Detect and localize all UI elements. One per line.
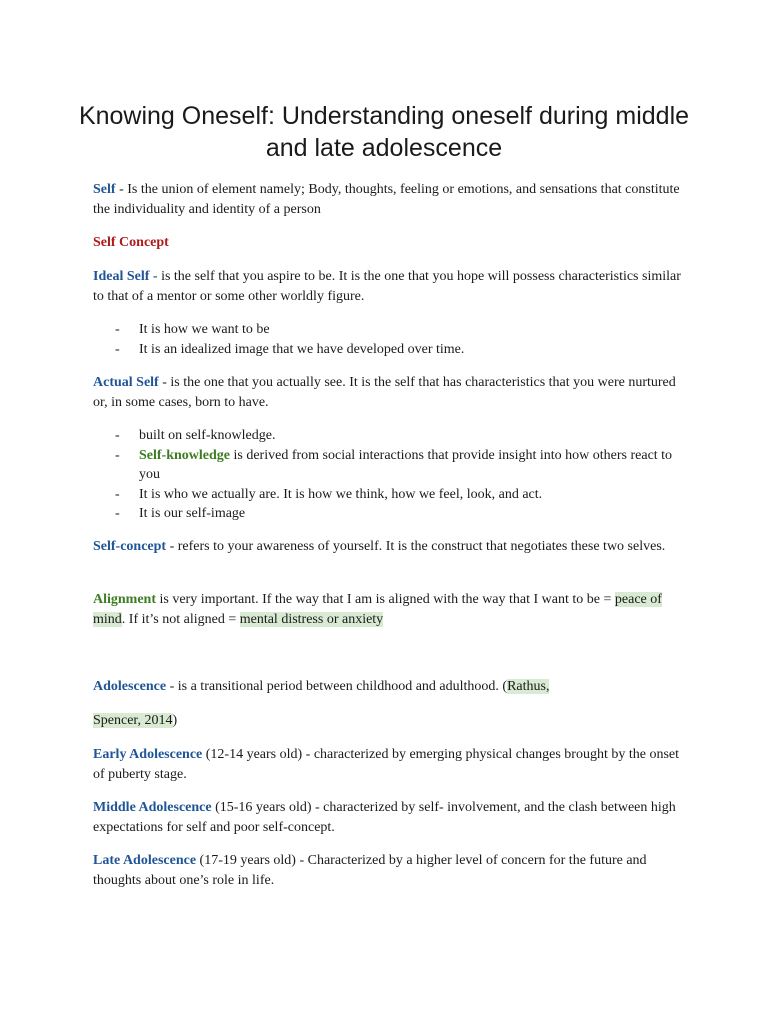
actual-self-definition: [93, 373, 683, 413]
bullet-text: It is our self-image: [139, 506, 246, 521]
self-concept-definition: [93, 537, 683, 557]
adolescence-term: Adolescence: [93, 679, 167, 694]
middle-adolescence-text: (15-16 years old) - characterized by self- involvement, and the clash between high expectations for self and poor self-concept.: [93, 800, 676, 835]
ideal-self-term: Ideal Self -: [93, 269, 158, 284]
list-item: [93, 504, 683, 524]
citation-close: ): [172, 713, 178, 728]
dash-marker: -: [115, 447, 120, 463]
dash-marker: -: [115, 506, 120, 521]
middle-adolescence-term: Middle Adolescence: [93, 800, 212, 815]
ideal-self-text: is the self that you aspire to be. It is the one that you hope will possess characteristics similar to that of a mentor or some other worldly figure.: [93, 269, 681, 304]
early-adolescence-text: (12-14 years old) - characterized by emerging physical changes brought by the onset of puberty stage.: [93, 747, 680, 782]
self-concept-term: Self-concept: [93, 539, 167, 554]
bullet-text: It is an idealized image that we have developed over time.: [139, 341, 465, 357]
early-adolescence-term: Early Adolescence: [93, 747, 203, 762]
actual-self-bullets: [93, 426, 683, 524]
alignment-text-2: . If it’s not aligned =: [121, 612, 240, 627]
actual-self-text: - is the one that you actually see. It is the self that has characteristics that you were nurtured or, in some cases, born to have.: [93, 375, 676, 410]
dash-marker: -: [115, 428, 120, 443]
list-item: [93, 426, 683, 446]
alignment-text: is very important. If the way that I am is aligned with the way that I want to be =: [156, 592, 615, 607]
late-adolescence-term: Late Adolescence: [93, 853, 197, 868]
self-text: - Is the union of element namely; Body, thoughts, feeling or emotions, and sensations that constitute the individuality and identity of a person: [93, 182, 680, 217]
adolescence-text: - is a transitional period between childhood and adulthood. (: [166, 679, 508, 694]
self-knowledge-term: Self-knowledge: [139, 447, 230, 463]
actual-self-term: Actual Self: [93, 375, 159, 390]
page-title: Knowing Oneself: Understanding oneself during middle and late adolescence: [78, 102, 690, 162]
middle-adolescence-definition: [93, 798, 683, 838]
ideal-self-bullets: [93, 320, 683, 359]
list-item: [93, 320, 683, 340]
citation-part-1: Rathus,: [507, 679, 550, 694]
dash-marker: -: [115, 486, 120, 502]
early-adolescence-definition: [93, 745, 683, 785]
self-concept-heading: Self Concept: [93, 235, 169, 250]
citation-part-2: Spencer, 2014: [93, 713, 173, 728]
self-concept-text: - refers to your awareness of yourself. It is the construct that negotiates these two selves.: [166, 539, 666, 554]
dash-marker: -: [115, 322, 120, 337]
late-adolescence-definition: [93, 851, 683, 891]
bullet-text: It is how we want to be: [139, 322, 270, 337]
bullet-text: built on self-knowledge.: [139, 428, 276, 443]
list-item: [93, 446, 683, 485]
bullet-text: is derived from social interactions that provide insight into how others react to you: [139, 447, 673, 482]
list-item: [93, 340, 683, 360]
list-item: [93, 485, 683, 505]
highlight-peace-of-mind: peace of mind: [93, 592, 662, 627]
dash-marker: -: [115, 341, 120, 357]
self-term: Self: [93, 182, 116, 197]
late-adolescence-text: (17-19 years old) - Characterized by a higher level of concern for the future and thoughts about one’s role in life.: [93, 853, 647, 888]
alignment-paragraph: [93, 590, 683, 630]
bullet-text: It is who we actually are. It is how we think, how we feel, look, and act.: [139, 486, 543, 502]
alignment-term: Alignment: [93, 592, 156, 607]
adolescence-definition: [93, 677, 683, 697]
ideal-self-definition: [93, 267, 683, 307]
self-definition: [93, 180, 683, 220]
highlight-mental-distress: mental distress or anxiety: [239, 612, 384, 627]
adolescence-citation-line: [93, 711, 683, 731]
